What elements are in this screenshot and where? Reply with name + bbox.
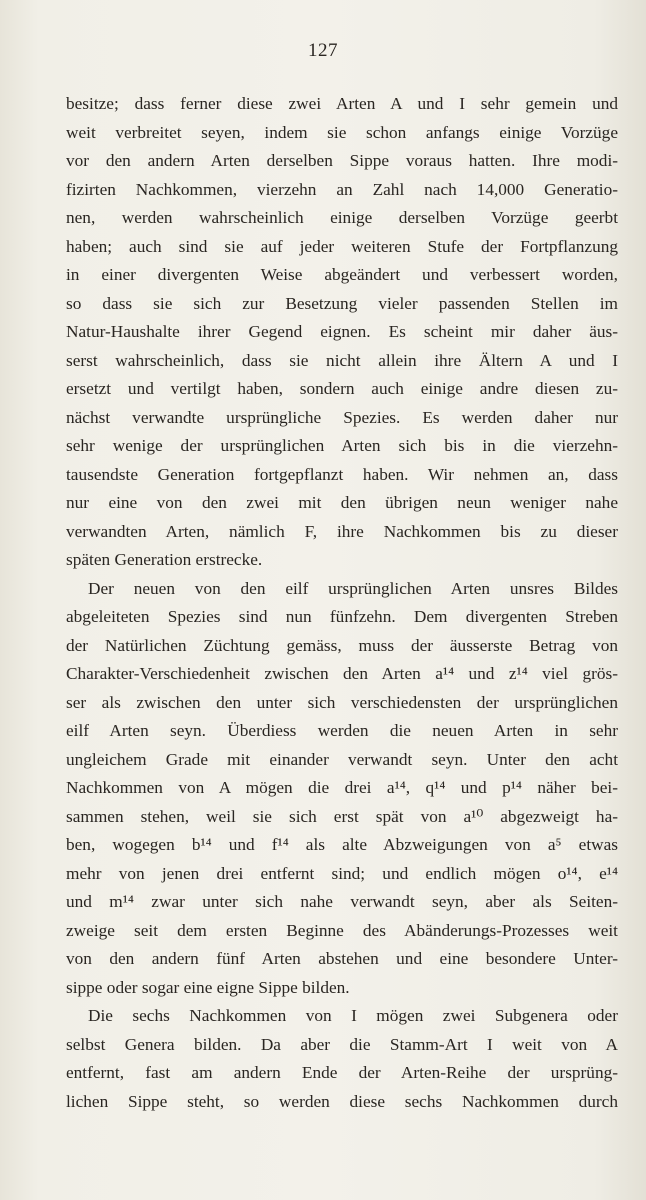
text-line: vor den andern Arten derselben Sippe voraus hatten. Ihre modi- xyxy=(66,151,618,170)
text-line: nächst verwandte ursprüngliche Spezies. Es werden daher nur xyxy=(66,407,618,427)
text-line: entfernt, fast am andern Ende der Arten-Reihe der ursprüng- xyxy=(66,1063,618,1082)
text-line: ben, wogegen b¹⁴ und f¹⁴ als alte Abzweigungen von a⁵ etwas xyxy=(66,835,618,854)
text-line: Die sechs Nachkommen von I mögen zwei Subgenera oder xyxy=(88,1006,618,1025)
text-line: sippe oder sogar eine eigne Sippe bilden. xyxy=(66,977,350,997)
text-line: sammen stehen, weil sie sich erst spät von a¹⁰ abgezweigt ha- xyxy=(66,806,618,826)
text-line: späten Generation erstrecke. xyxy=(66,550,263,569)
text-line: lichen Sippe steht, so werden diese sechs Nachkommen durch xyxy=(66,1091,618,1111)
text-line: zweige seit dem ersten Beginne des Abänderungs-Prozesses weit xyxy=(66,920,618,940)
text-line: ungleichem Grade mit einander verwandt seyn. Unter den acht xyxy=(66,749,618,769)
text-line: fizirten Nachkommen, vierzehn an Zahl nach 14,000 Generatio- xyxy=(66,179,618,199)
text-line: sehr wenige der ursprünglichen Arten sich bis in die vierzehn- xyxy=(66,436,618,455)
text-line: nur eine von den zwei mit den übrigen neun weniger nahe xyxy=(66,493,618,512)
text-line: eilf Arten seyn. Überdiess werden die neuen Arten in sehr xyxy=(66,721,618,740)
text-line: ser als zwischen den unter sich verschiedensten der ursprünglichen xyxy=(66,692,618,712)
text-line: abgeleiteten Spezies sind nun fünfzehn. Dem divergenten Streben xyxy=(66,607,618,626)
text-line: nen, werden wahrscheinlich einige derselben Vorzüge geerbt xyxy=(66,208,618,227)
text-line: Charakter-Verschiedenheit zwischen den Arten a¹⁴ und z¹⁴ viel grös- xyxy=(66,664,618,683)
text-line: besitze; dass ferner diese zwei Arten A und I sehr gemein und xyxy=(66,94,618,113)
text-line: Nachkommen von A mögen die drei a¹⁴, q¹⁴ und p¹⁴ näher bei- xyxy=(66,778,618,797)
text-line: so dass sie sich zur Besetzung vieler passenden Stellen im xyxy=(66,293,618,313)
text-line: Natur-Haushalte ihrer Gegend eignen. Es scheint mir daher äus- xyxy=(66,322,618,341)
text-line: selbst Genera bilden. Da aber die Stamm-Art I weit von A xyxy=(66,1034,618,1054)
text-line: haben; auch sind sie auf jeder weiteren Stufe der Fortpflanzung xyxy=(66,236,618,256)
text-line: weit verbreitet seyen, indem sie schon anfangs einige Vorzüge xyxy=(66,122,618,142)
text-line: in einer divergenten Weise abgeändert und verbessert worden, xyxy=(66,265,618,284)
paragraph xyxy=(66,575,618,1003)
page-number: 127 xyxy=(308,40,338,61)
paragraph xyxy=(66,90,618,575)
text-line: tausendste Generation fortgepflanzt haben. Wir nehmen an, dass xyxy=(66,464,618,484)
body-text xyxy=(66,90,618,1116)
text-line: Der neuen von den eilf ursprünglichen Arten unsres Bildes xyxy=(88,578,618,598)
text-line: serst wahrscheinlich, dass sie nicht allein ihre Ältern A und I xyxy=(66,350,618,370)
text-line: mehr von jenen drei entfernt sind; und endlich mögen o¹⁴, e¹⁴ xyxy=(66,863,618,883)
text-line: der Natürlichen Züchtung gemäss, muss der äusserste Betrag von xyxy=(66,635,618,655)
text-line: verwandten Arten, nämlich F, ihre Nachkommen bis zu dieser xyxy=(66,521,618,541)
text-line: und m¹⁴ zwar unter sich nahe verwandt seyn, aber als Seiten- xyxy=(66,892,618,911)
paragraph xyxy=(66,1002,618,1116)
text-line: von den andern fünf Arten abstehen und eine besondere Unter- xyxy=(66,949,618,968)
text-line: ersetzt und vertilgt haben, sondern auch einige andre diesen zu- xyxy=(66,379,618,398)
